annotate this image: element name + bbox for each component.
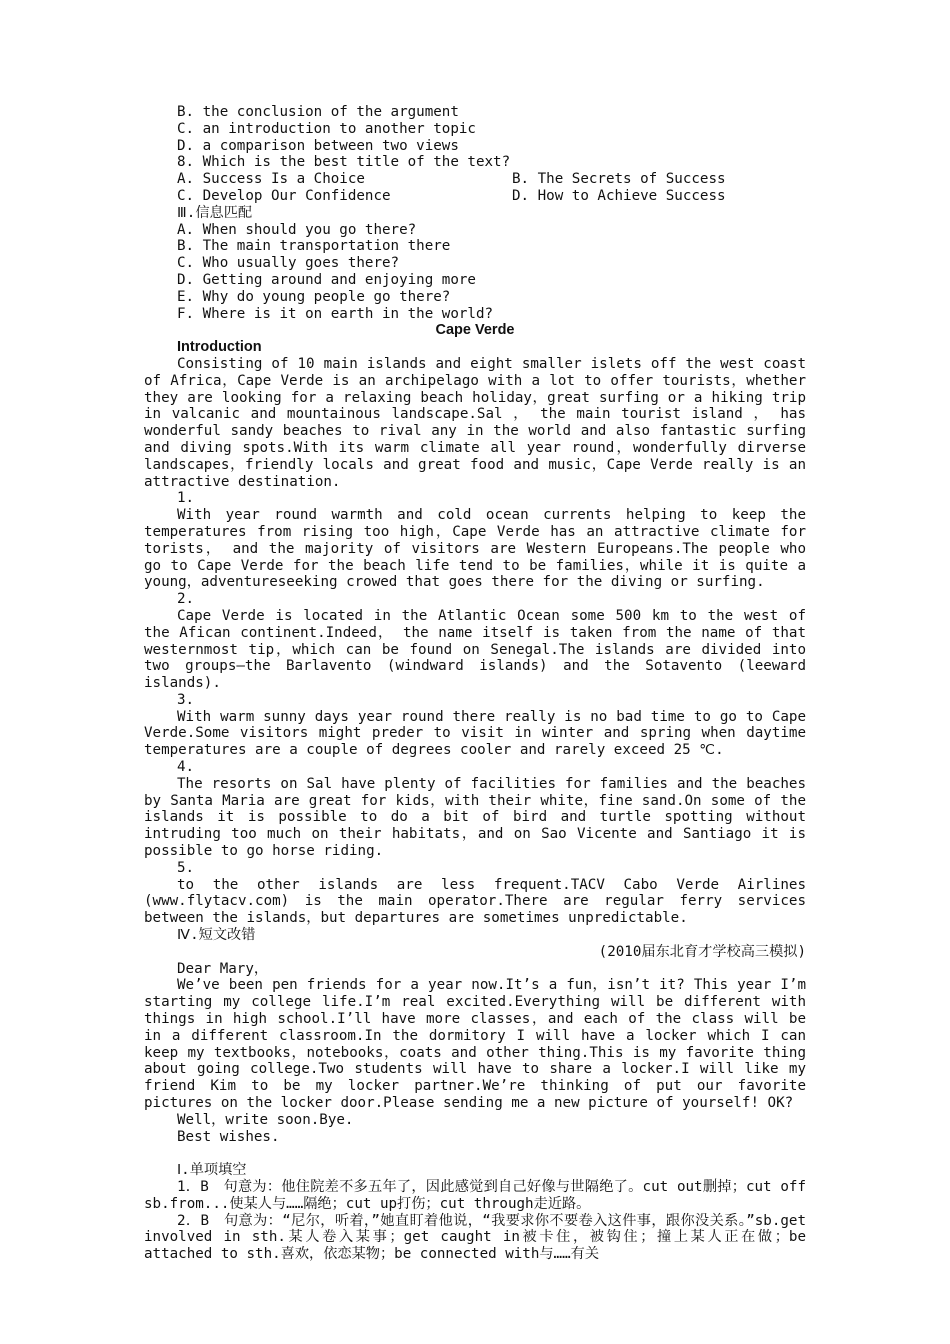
blank-1: 1. xyxy=(177,490,195,507)
match-option-d: D. Getting around and enjoying more xyxy=(177,271,476,288)
q7-option-b: B. the conclusion of the argument xyxy=(177,104,459,120)
paragraph-4: The resorts on Sal have plenty of facilities for families and the beaches by Santa Maria are great for kids，with their white，fine sand.On some of the islands it is possible to do a bit of bird and turtle spotting without intruding too much on their habitats，and on Sao Vicente and Santiago it is possible to go horse riding. xyxy=(144,775,806,860)
passage-title: Cape Verde xyxy=(435,322,515,339)
q8-option-d: D. How to Achieve Success xyxy=(512,187,726,204)
q8-option-c: C. Develop Our Confidence xyxy=(177,187,391,204)
intro-heading: Introduction xyxy=(177,339,262,356)
answers-heading: Ⅰ.单项填空 xyxy=(177,1162,247,1179)
document-page xyxy=(144,104,806,1263)
paragraph-5: to the other islands are less frequent.TACV Cabo Verde Airlines (www.flytacv.com) is the main operator.There are regular ferry services between the islands，but departures are sometimes unpredictable. xyxy=(144,876,806,927)
paragraph-2: Cape Verde is located in the Atlantic Ocean some 500 km to the west of the Afican continent.Indeed， the name itself is taken from the name of that westernmost tip，which can be found on Senegal.The islands are divided into two groups—the Barlavento (windward islands) and the Sotavento (leeward islands). xyxy=(144,607,806,692)
match-option-e: E. Why do young people go there? xyxy=(177,288,451,305)
q8-option-b: B. The Secrets of Success xyxy=(512,171,726,188)
blank-2: 2. xyxy=(177,591,195,608)
blank-4: 4. xyxy=(177,759,195,776)
letter-closing-2: Best wishes. xyxy=(177,1128,280,1145)
q7-option-d: D. a comparison between two views xyxy=(177,137,459,154)
q8-question: 8. Which is the best title of the text? xyxy=(177,154,511,171)
paragraph-3: With warm sunny days year round there really is no bad time to go to Cape Verde.Some visitors might preder to visit in winter and spring when daytime temperatures are a couple of degrees cooler and rarely exceed 25 ℃. xyxy=(144,708,806,759)
section4-heading: Ⅳ.短文改错 xyxy=(177,927,256,944)
letter-greeting: Dear Mary， xyxy=(177,960,269,977)
blank-3: 3. xyxy=(177,691,195,708)
q7-option-c: C. an introduction to another topic xyxy=(177,120,476,137)
match-option-f: F. Where is it on earth in the world? xyxy=(177,305,494,322)
spacer xyxy=(144,1145,806,1162)
q8-options-row2 xyxy=(144,188,806,205)
section3-heading: Ⅲ.信息匹配 xyxy=(177,204,253,221)
letter-closing-1: Well，write soon.Bye. xyxy=(177,1111,354,1128)
letter-body: We’ve been pen friends for a year now.It’s a fun，isn’t it? This year I’m starting my college life.I’m real excited.Everything will be different with things in high school.I’ll have more classes，and each of the class will be in a different classroom.In the dormitory I will have a locker which I can keep my textbooks，notebooks，coats and other thing.This is my favorite thing about going college.Two students will have to share a locker.I will like my friend Kim to be my locker partner.We’re thinking of put our favorite pictures on the locker door.Please sending me a new picture of yourself! OK? xyxy=(144,977,806,1112)
blank-5: 5. xyxy=(177,859,195,876)
answer-1: 1．B 句意为：他住院差不多五年了，因此感觉到自己好像与世隔绝了。cut out删掉；cut off sb.from...使某人与……隔绝；cut up打伤；cut through走近路。 xyxy=(144,1179,806,1212)
q8-option-a: A. Success Is a Choice xyxy=(177,171,365,188)
match-option-a: A. When should you go there? xyxy=(177,221,417,238)
intro-paragraph: Consisting of 10 main islands and eight smaller islets off the west coast of Africa，Cape Verde is an archipelago with a lot to offer tourists，whether they are looking for a relaxing beach holiday，great surfing or a hiking trip in valcanic and mountainous landscape.Sal ， the main tourist island ， has wonderful sandy beaches to rival any in the world and also fantastic surfing and diving spots.With its warm climate all year round，wonderfully dirverse landscapes，friendly locals and great food and music，Cape Verde really is an attractive destination. xyxy=(144,355,806,490)
match-option-c: C. Who usually goes there? xyxy=(177,255,400,272)
q8-options-row1 xyxy=(144,171,806,188)
answer-2: 2．B 句意为：“尼尔，听着，”她直盯着他说，“我要求你不要卷入这件事，跟你没关系。”sb.get involved in sth.某人卷入某事；get caught in被卡住，被钩住；撞上某人正在做；be attached to sth.喜欢，依恋某物；be connected with与……有关 xyxy=(144,1212,806,1263)
paragraph-1: With year round warmth and cold ocean currents helping to keep the temperatures from rising too high，Cape Verde has an attractive climate for torists， and the majority of visitors are Western Europeans.The people who go to Cape Verde for the beach life tend to be families，while it is quite a young，adventureseeking crowed that goes there for the diving or surfing. xyxy=(144,507,806,591)
match-option-b: B. The main transportation there xyxy=(177,238,451,255)
section4-source: (2010届东北育才学校高三模拟) xyxy=(598,943,806,960)
